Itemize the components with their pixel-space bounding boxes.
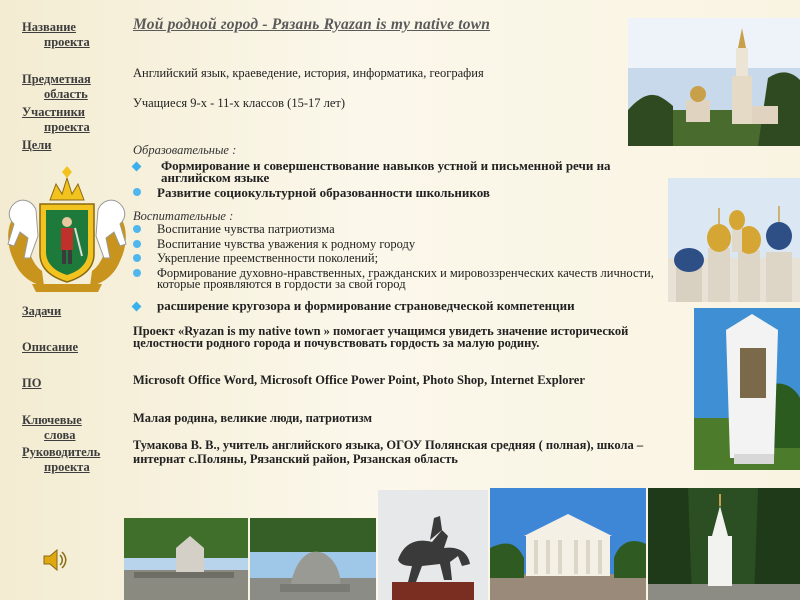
nav-label: область: [44, 87, 88, 101]
description-text: Проект «Ryazan is my native town » помогает учащимся увидеть значение исторической целостности родного города и почувствовать гордость за малую родину.: [133, 324, 629, 350]
white-chapel-photo: [648, 488, 800, 600]
nav-label: проекта: [44, 460, 90, 474]
memorial-park-photo: [124, 518, 248, 600]
horseman-statue-photo: [378, 490, 488, 600]
upbringing-goals-label: Воспитательные :: [133, 209, 234, 223]
nav-label: Цели: [22, 138, 52, 152]
subject-area-text: Английский язык, краеведение, история, информатика, география: [133, 66, 484, 80]
nav-label: Предметная: [22, 72, 91, 86]
list-item: Развитие социокультурной образованности школьников: [133, 187, 673, 199]
software-text: Microsoft Office Word, Microsoft Office Power Point, Photo Shop, Internet Explorer: [133, 373, 585, 387]
nav-label: проекта: [44, 120, 90, 134]
supervisor-text: Тумакова В. В., учитель английского языка, ОГОУ Полянская средняя ( полная), школа – интернат с.Поляны, Рязанский район, Рязанская область: [133, 438, 644, 466]
list-item: Укрепление преемственности поколений;: [133, 253, 673, 265]
keywords-text: Малая родина, великие люди, патриотизм: [133, 411, 372, 425]
esenin-monument-photo: [250, 518, 376, 600]
list-item: Формирование и совершенствование навыков устной и письменной речи на английском языке: [133, 160, 673, 184]
nav-label: проекта: [44, 35, 90, 49]
nav-label: ПО: [22, 376, 42, 390]
nav-project-name[interactable]: [22, 20, 122, 50]
nav-participants[interactable]: [22, 105, 122, 135]
nav-software[interactable]: [22, 376, 122, 391]
nav-label: Участники: [22, 105, 85, 119]
nav-keywords[interactable]: [22, 413, 122, 443]
nav-subject-area[interactable]: [22, 72, 122, 102]
nav-label: Ключевые: [22, 413, 82, 427]
drama-theatre-photo: [490, 488, 646, 600]
list-item: Формирование духовно-нравственных, гражданских и мировоззренческих качеств личности, которые проявляются в гордости за свой город: [133, 268, 673, 291]
monument-stele-photo: [694, 308, 800, 470]
project-title: Мой родной город - Рязань Ryazan is my native town: [133, 16, 491, 33]
nav-label: слова: [44, 428, 76, 442]
list-item: Воспитание чувства патриотизма: [133, 224, 673, 236]
list-item: расширение кругозора и формирование страноведческой компетенции: [133, 300, 673, 312]
nav-description[interactable]: [22, 340, 122, 355]
upbringing-goals-list: [133, 224, 673, 294]
nav-goals[interactable]: [22, 138, 122, 153]
nav-label: Руководитель: [22, 445, 101, 459]
nav-label: Название: [22, 20, 76, 34]
list-item: Воспитание чувства уважения к родному городу: [133, 239, 673, 251]
speaker-icon[interactable]: [42, 548, 68, 572]
nav-label: Задачи: [22, 304, 62, 318]
nav-label: Описание: [22, 340, 79, 354]
tasks-list: [133, 300, 673, 315]
educational-goals-list: [133, 160, 673, 202]
kremlin-bell-tower-photo: [628, 18, 800, 146]
cathedral-domes-photo: [668, 178, 800, 302]
participants-text: Учащиеся 9-х - 11-х классов (15-17 лет): [133, 96, 346, 110]
nav-supervisor[interactable]: [22, 445, 122, 475]
nav-tasks[interactable]: [22, 304, 122, 319]
coat-of-arms-emblem: [2, 166, 132, 296]
educational-goals-label: Образовательные :: [133, 143, 237, 157]
